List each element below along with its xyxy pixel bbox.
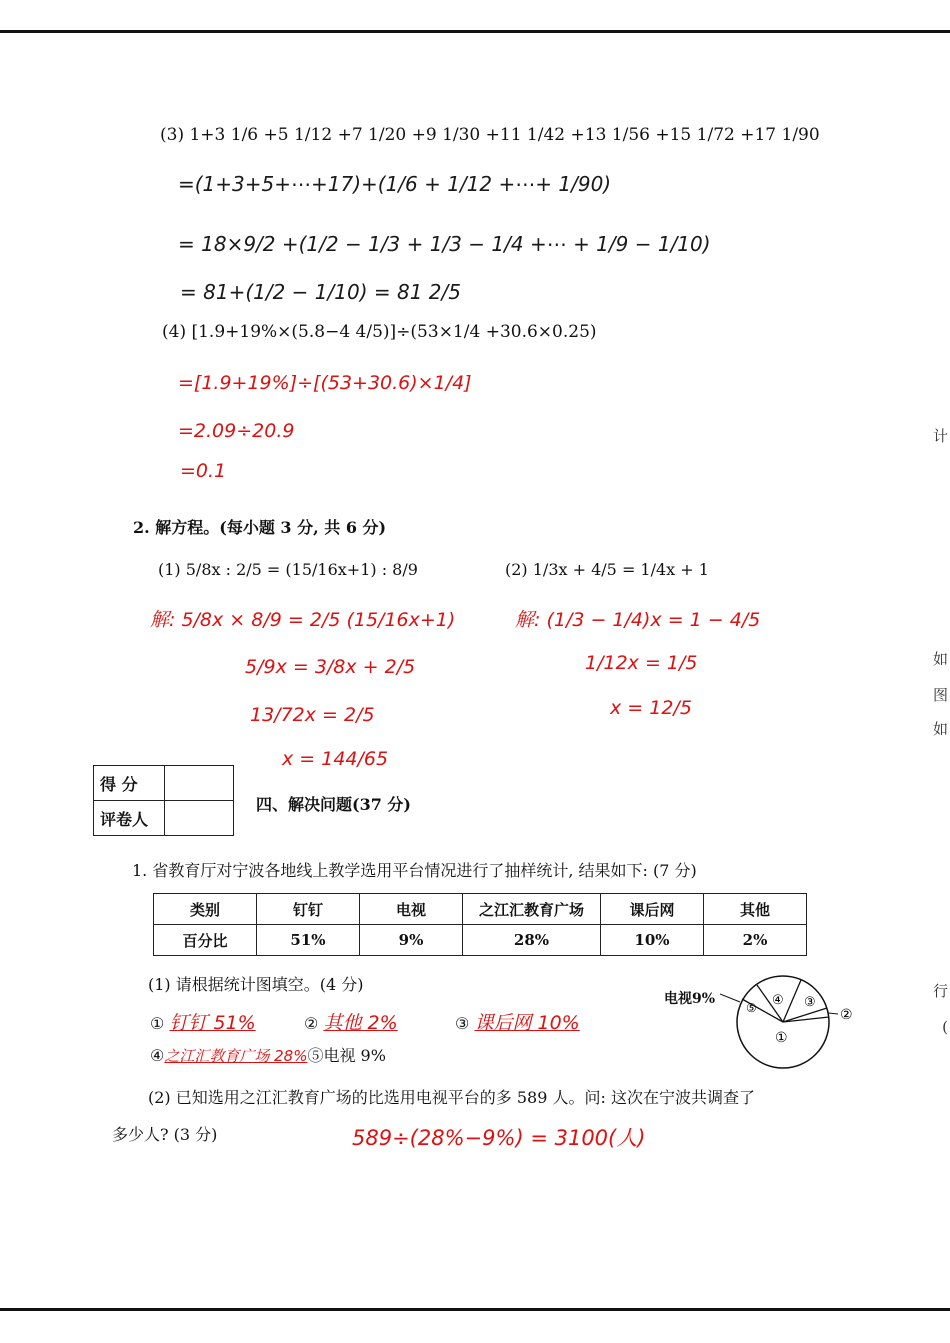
td-zhijianghui: 28% xyxy=(463,925,601,956)
pie-mark-2: ② xyxy=(840,1007,853,1023)
p3-step-3: = 81+(1/2 − 1/10) = 81 2/5 xyxy=(180,280,461,304)
problem-4: (4) [1.9+19%×(5.8−4 4/5)]÷(53×1/4 +30.6×0.25) xyxy=(162,322,597,342)
q1-title: 1. 省教育厅对宁波各地线上教学选用平台情况进行了抽样统计, 结果如下: (7 分) xyxy=(132,861,697,880)
pie-chart xyxy=(720,972,860,1072)
q1-sub1: (1) 请根据统计图填空。(4 分) xyxy=(148,975,364,994)
pie-mark-4: ④ xyxy=(772,993,784,1008)
answer-1 xyxy=(150,1008,256,1035)
answer-4-5 xyxy=(150,1043,386,1066)
pie-mark-3: ③ xyxy=(804,995,816,1010)
td-tv: 9% xyxy=(360,925,463,956)
top-rule xyxy=(0,30,950,33)
score-table xyxy=(93,765,234,836)
eq1-step-4: x = 144/65 xyxy=(282,748,389,770)
bottom-rule xyxy=(0,1308,950,1311)
answer-1-text: 钉钉 51% xyxy=(169,1012,256,1034)
section-4-title: 四、解决问题(37 分) xyxy=(256,795,411,814)
stats-table xyxy=(153,893,807,956)
stats-header-row xyxy=(154,894,807,925)
answer-3 xyxy=(455,1008,580,1035)
answer-5-text: ⑤电视 9% xyxy=(307,1046,386,1065)
p3-step-1: =(1+3+5+⋯+17)+(1/6 + 1/12 +⋯+ 1/90) xyxy=(178,172,612,196)
eq1-step-2: 5/9x = 3/8x + 2/5 xyxy=(245,656,416,678)
td-percent-label: 百分比 xyxy=(154,925,257,956)
pie-mark-5: ⑤ xyxy=(746,1001,757,1015)
equation-1: (1) 5/8x : 2/5 = (15/16x+1) : 8/9 xyxy=(158,560,418,579)
score-cell[interactable] xyxy=(165,766,234,801)
edge-glyph-4: 如 xyxy=(932,720,948,738)
edge-glyph-5: 行 xyxy=(932,982,948,1000)
p3-step-2-text: = 18×9/2 +(1/2 − 1/3 + 1/3 − 1/4 +⋯ + 1/9 − 1/10) xyxy=(178,232,711,256)
pie-mark-1: ① xyxy=(775,1030,788,1046)
equation-2: (2) 1/3x + 4/5 = 1/4x + 1 xyxy=(505,560,709,579)
stats-value-row xyxy=(154,925,807,956)
answer-1-num: ① xyxy=(150,1014,165,1033)
eq2-step-1: 解: (1/3 − 1/4)x = 1 − 4/5 xyxy=(515,609,761,631)
eq2-step-3: x = 12/5 xyxy=(610,697,692,719)
answer-2-text: 其他 2% xyxy=(323,1012,398,1034)
eq1-step-1: 解: 5/8x × 8/9 = 2/5 (15/16x+1) xyxy=(150,609,456,631)
edge-glyph-6: ( xyxy=(942,1018,948,1036)
section-2-title: 2. 解方程。(每小题 3 分, 共 6 分) xyxy=(133,518,387,537)
td-houke: 10% xyxy=(601,925,704,956)
td-other: 2% xyxy=(704,925,807,956)
answer-2-num: ② xyxy=(304,1014,319,1033)
grader-cell[interactable] xyxy=(165,801,234,836)
eq2-step-2: 1/12x = 1/5 xyxy=(585,652,698,674)
p4-step-2: =2.09÷20.9 xyxy=(178,420,295,442)
grader-row xyxy=(94,801,234,836)
edge-glyph-2: 如 xyxy=(932,650,948,668)
q1-sub2-line1: (2) 已知选用之江汇教育广场的比选用电视平台的多 589 人。问: 这次在宁波共调查了 xyxy=(148,1088,755,1107)
th-houke: 课后网 xyxy=(601,894,704,925)
answer-4-text: 之江汇教育广场 28% xyxy=(164,1047,308,1065)
p4-step-1: =[1.9+19%]÷[(53+30.6)×1/4] xyxy=(178,372,472,394)
grader-label: 评卷人 xyxy=(94,801,165,836)
th-tv: 电视 xyxy=(360,894,463,925)
answer-4-num: ④ xyxy=(150,1046,165,1065)
score-label: 得 分 xyxy=(94,766,165,801)
score-row xyxy=(94,766,234,801)
pie-label-tv: 电视9% xyxy=(664,991,716,1007)
answer-3-text: 课后网 10% xyxy=(474,1012,580,1034)
th-other: 其他 xyxy=(704,894,807,925)
q1-answer: 589÷(28%−9%) = 3100(人) xyxy=(352,1126,646,1150)
eq1-step-3: 13/72x = 2/5 xyxy=(250,704,375,726)
edge-glyph-3: 图 xyxy=(932,686,948,704)
answer-2 xyxy=(304,1008,398,1035)
th-dingding: 钉钉 xyxy=(257,894,360,925)
problem-3: (3) 1+3 1/6 +5 1/12 +7 1/20 +9 1/30 +11 1/42 +13 1/56 +15 1/72 +17 1/90 xyxy=(160,125,820,145)
q1-sub2-line2: 多少人? (3 分) xyxy=(112,1125,218,1144)
th-zhijianghui: 之江汇教育广场 xyxy=(463,894,601,925)
p4-step-3: =0.1 xyxy=(180,460,227,482)
th-category: 类别 xyxy=(154,894,257,925)
edge-glyph-1: 计 xyxy=(932,427,948,445)
td-dingding: 51% xyxy=(257,925,360,956)
answer-3-num: ③ xyxy=(455,1014,470,1033)
p3-step-2 xyxy=(178,232,711,256)
